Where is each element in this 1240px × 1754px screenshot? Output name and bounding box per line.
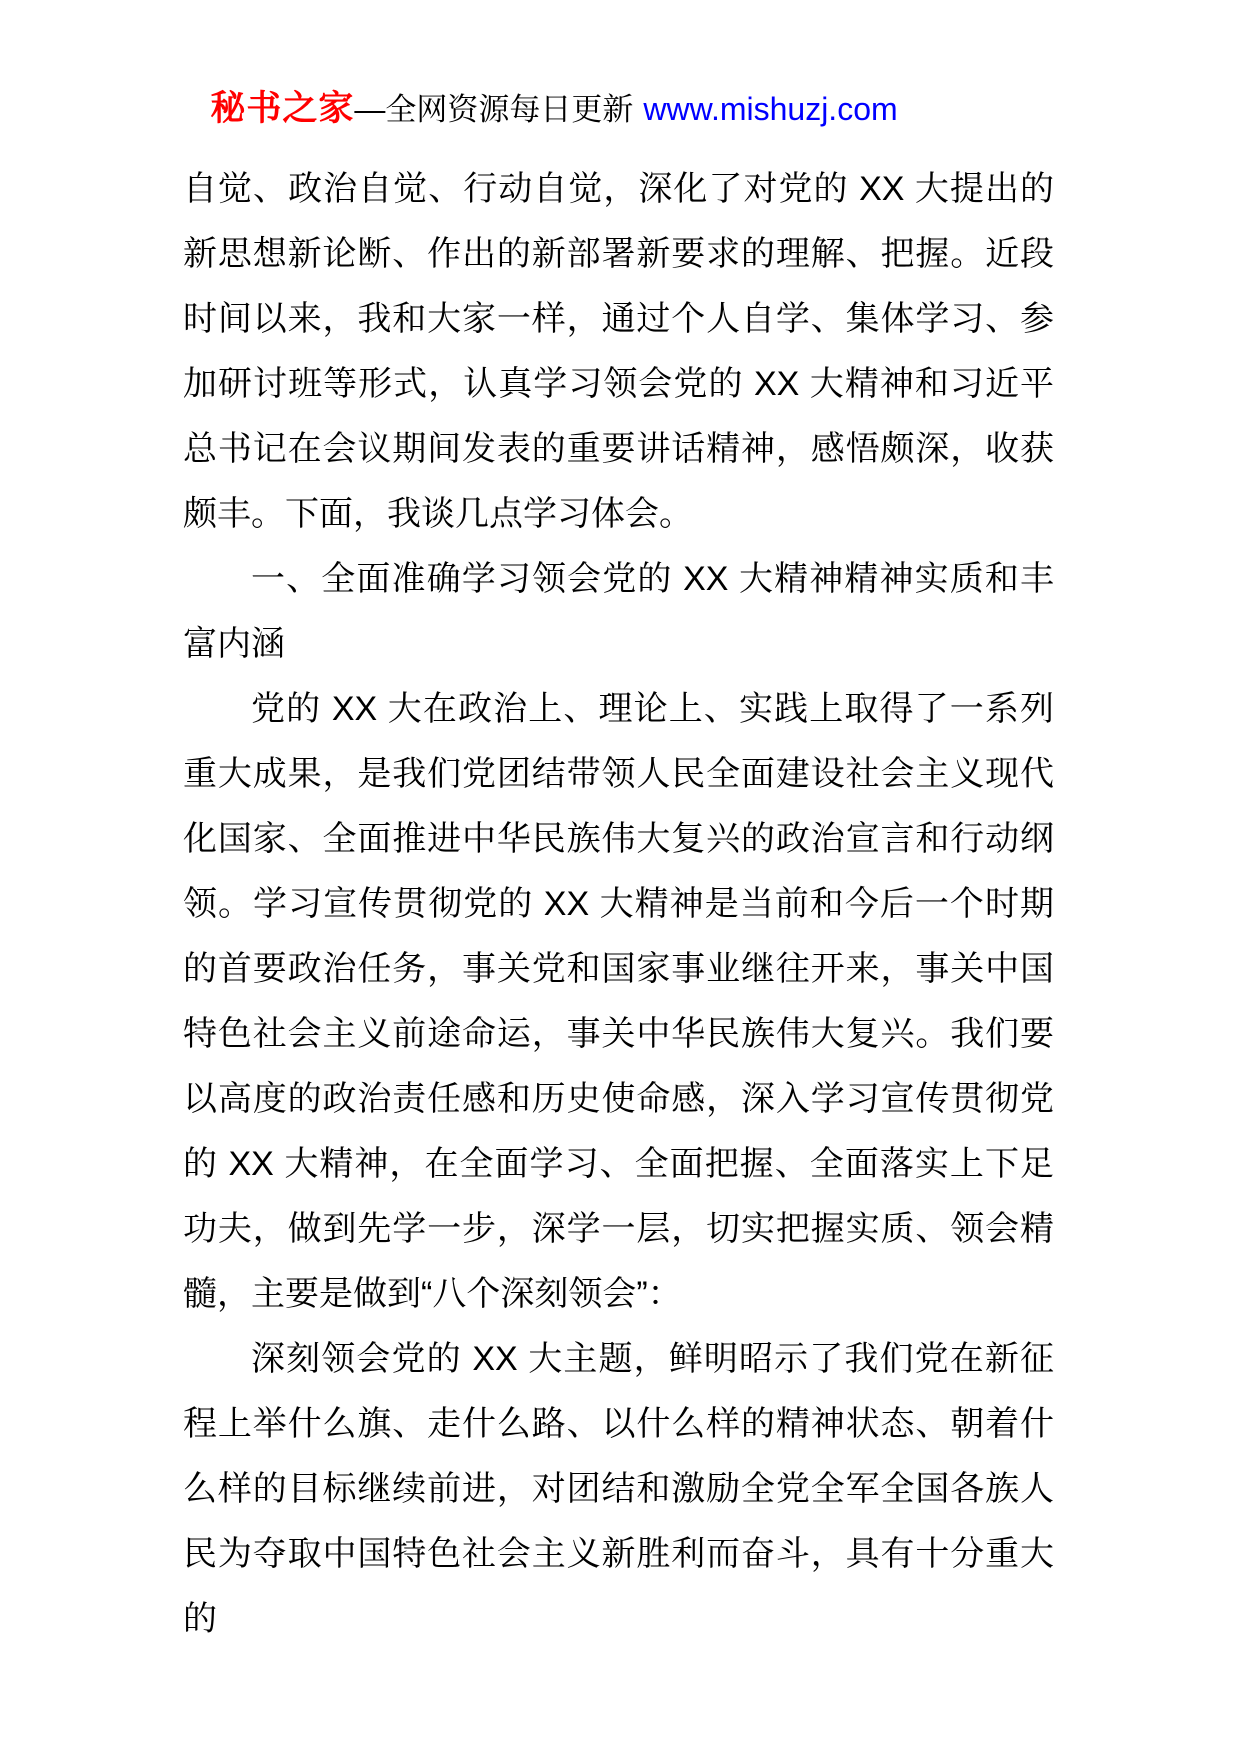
page-header bbox=[0, 86, 1174, 139]
section-heading: 一、全面准确学习领会党的 XX 大精神精神实质和丰富内涵 bbox=[183, 560, 1054, 663]
document-body bbox=[183, 157, 1054, 1652]
header-dash: — bbox=[354, 92, 386, 127]
paragraph-continuation: 自觉、政治自觉、行动自觉，深化了对党的 XX 大提出的新思想新论断、作出的新部署新要求的理解、把握。近段时间以来，我和大家一样，通过个人自学、集体学习、参加研讨班等形式，认真学习领会党的 XX 大精神和习近平总书记在会议期间发表的重要讲话精神，感悟颇深，收获颇丰。下面，我谈几点学习体会。 bbox=[183, 170, 1054, 533]
paragraph: 党的 XX 大在政治上、理论上、实践上取得了一系列重大成果，是我们党团结带领人民全面建设社会主义现代化国家、全面推进中华民族伟大复兴的政治宣言和行动纲领。学习宣传贯彻党的 XX 大精神是当前和今后一个时期的首要政治任务，事关党和国家事业继往开来，事关中国特色社会主义前途命运，事关中华民族伟大复兴。我们要以高度的政治责任感和历史使命感，深入学习宣传贯彻党的 XX 大精神，在全面学习、全面把握、全面落实上下足功夫，做到先学一步，深学一层，切实把握实质、领会精髓，主要是做到“八个深刻领会”：​ bbox=[183, 690, 1054, 1313]
site-url-link[interactable]: www.mishuzj.com bbox=[643, 91, 898, 127]
header-tagline: 全网资源每日更新 bbox=[385, 92, 634, 127]
paragraph: 深刻领会党的 XX 大主题，鲜明昭示了我们党在新征程上举什么旗、走什么路、以什么样的精神状态、朝着什么样的目标继续前进，对团结和激励全党全军全国各族人民为夺取中国特色社会主义新胜利而奋斗，具有十分重大的 bbox=[183, 1340, 1054, 1638]
site-name: 秘书之家 bbox=[210, 89, 355, 128]
